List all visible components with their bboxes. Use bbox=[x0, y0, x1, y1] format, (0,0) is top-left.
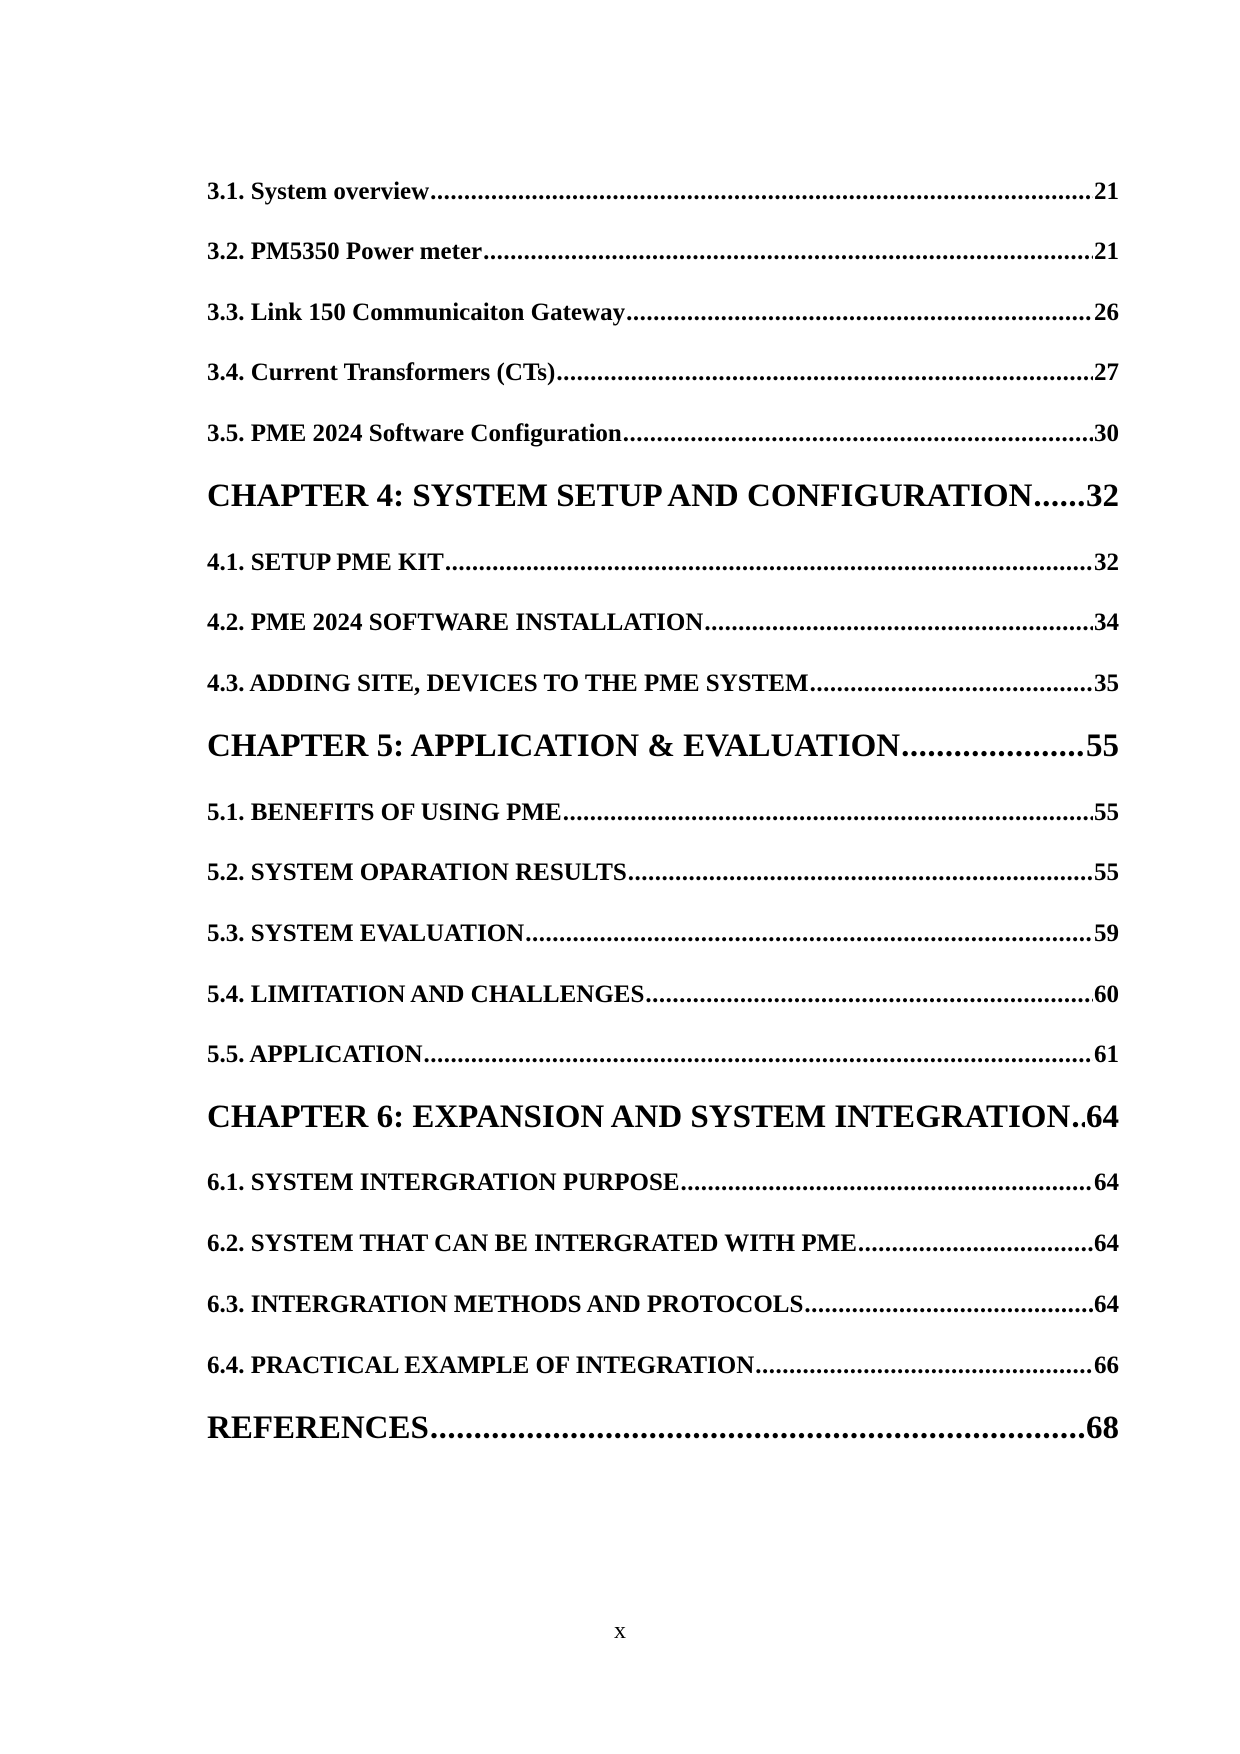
dot-leader bbox=[704, 609, 1093, 637]
toc-entry-title: 6.4. PRACTICAL EXAMPLE OF INTEGRATION bbox=[207, 1352, 755, 1379]
toc-entry-page: 32 bbox=[1094, 549, 1119, 576]
toc-entry-page: 26 bbox=[1094, 299, 1119, 326]
dot-leader bbox=[626, 299, 1093, 327]
toc-entry-5-2[interactable] bbox=[207, 859, 1119, 887]
dot-leader bbox=[445, 549, 1093, 577]
dot-leader bbox=[628, 859, 1093, 887]
page-number: x bbox=[614, 1618, 626, 1644]
toc-entry-title: 3.3. Link 150 Communicaiton Gateway bbox=[207, 299, 626, 326]
toc-entry-3-4[interactable] bbox=[207, 359, 1119, 387]
toc-entry-page: 34 bbox=[1094, 609, 1119, 636]
toc-entry-page: 64 bbox=[1094, 1230, 1119, 1257]
toc-entry-page: 64 bbox=[1086, 1099, 1119, 1135]
toc-entry-title: 5.2. SYSTEM OPARATION RESULTS bbox=[207, 859, 627, 886]
toc-entry-6-4[interactable] bbox=[207, 1352, 1119, 1380]
toc-entry-4-2[interactable] bbox=[207, 609, 1119, 637]
toc-entry-title: 6.2. SYSTEM THAT CAN BE INTERGRATED WITH PME bbox=[207, 1230, 857, 1257]
dot-leader bbox=[755, 1352, 1093, 1380]
toc-entry-title: 4.3. ADDING SITE, DEVICES TO THE PME SYSTEM bbox=[207, 670, 809, 697]
toc-entry-page: 27 bbox=[1094, 359, 1119, 386]
dot-leader bbox=[1071, 1099, 1085, 1136]
toc-entry-title: CHAPTER 5: APPLICATION & EVALUATION bbox=[207, 728, 901, 764]
toc-entry-3-2[interactable] bbox=[207, 238, 1119, 266]
toc-entry-5-3[interactable] bbox=[207, 920, 1119, 948]
toc-entry-3-5[interactable] bbox=[207, 420, 1119, 448]
toc-entry-page: 59 bbox=[1094, 920, 1119, 947]
toc-entry-page: 21 bbox=[1094, 238, 1119, 265]
dot-leader bbox=[681, 1169, 1093, 1197]
toc-entry-6-3[interactable] bbox=[207, 1291, 1119, 1319]
toc-entry-page: 32 bbox=[1086, 478, 1119, 514]
dot-leader bbox=[623, 420, 1093, 448]
toc-entry-page: 60 bbox=[1094, 981, 1119, 1008]
dot-leader bbox=[430, 178, 1093, 206]
toc-entry-page: 30 bbox=[1094, 420, 1119, 447]
toc-entry-title: 5.1. BENEFITS OF USING PME bbox=[207, 799, 562, 826]
toc-entry-page: 66 bbox=[1094, 1352, 1119, 1379]
toc-entry-title: 4.2. PME 2024 SOFTWARE INSTALLATION bbox=[207, 609, 704, 636]
dot-leader bbox=[430, 1410, 1085, 1447]
dot-leader bbox=[556, 359, 1093, 387]
toc-entry-chapter-5[interactable] bbox=[207, 728, 1119, 765]
toc-entry-5-4[interactable] bbox=[207, 981, 1119, 1009]
toc-entry-page: 68 bbox=[1086, 1410, 1119, 1446]
toc-entry-page: 55 bbox=[1086, 728, 1119, 764]
toc-entry-chapter-6[interactable] bbox=[207, 1099, 1119, 1136]
toc-entry-5-5[interactable] bbox=[207, 1041, 1119, 1069]
dot-leader bbox=[525, 920, 1093, 948]
toc-entry-title: 6.3. INTERGRATION METHODS AND PROTOCOLS bbox=[207, 1291, 804, 1318]
toc-entry-page: 61 bbox=[1094, 1041, 1119, 1068]
toc-entry-6-2[interactable] bbox=[207, 1230, 1119, 1258]
dot-leader bbox=[645, 981, 1093, 1009]
toc-entry-page: 55 bbox=[1094, 859, 1119, 886]
toc-entry-title: 3.5. PME 2024 Software Configuration bbox=[207, 420, 622, 447]
toc-entry-6-1[interactable] bbox=[207, 1169, 1119, 1197]
dot-leader bbox=[901, 728, 1085, 765]
toc-entry-page: 55 bbox=[1094, 799, 1119, 826]
toc-entry-title: REFERENCES bbox=[207, 1410, 429, 1446]
toc-entry-page: 64 bbox=[1094, 1291, 1119, 1318]
toc-entry-page: 21 bbox=[1094, 178, 1119, 205]
dot-leader bbox=[804, 1291, 1093, 1319]
dot-leader bbox=[810, 670, 1093, 698]
dot-leader bbox=[424, 1041, 1093, 1069]
toc-entry-title: 3.4. Current Transformers (CTs) bbox=[207, 359, 556, 386]
dot-leader bbox=[483, 238, 1093, 266]
toc-entry-references[interactable] bbox=[207, 1410, 1119, 1447]
toc-entry-4-1[interactable] bbox=[207, 549, 1119, 577]
toc-entry-chapter-4[interactable] bbox=[207, 478, 1119, 515]
toc-entry-page: 64 bbox=[1094, 1169, 1119, 1196]
toc-entry-4-3[interactable] bbox=[207, 670, 1119, 698]
toc-entry-5-1[interactable] bbox=[207, 799, 1119, 827]
toc-entry-title: 6.1. SYSTEM INTERGRATION PURPOSE bbox=[207, 1169, 680, 1196]
toc-entry-title: CHAPTER 4: SYSTEM SETUP AND CONFIGURATION bbox=[207, 478, 1033, 514]
toc-entry-3-3[interactable] bbox=[207, 299, 1119, 327]
dot-leader bbox=[858, 1230, 1093, 1258]
toc-entry-title: CHAPTER 6: EXPANSION AND SYSTEM INTEGRATION bbox=[207, 1099, 1071, 1135]
toc-entry-title: 4.1. SETUP PME KIT bbox=[207, 549, 444, 576]
toc-entry-title: 5.3. SYSTEM EVALUATION bbox=[207, 920, 525, 947]
toc-entry-3-1[interactable] bbox=[207, 178, 1119, 206]
toc-entry-title: 3.2. PM5350 Power meter bbox=[207, 238, 483, 265]
toc-entry-title: 5.4. LIMITATION AND CHALLENGES bbox=[207, 981, 645, 1008]
dot-leader bbox=[1033, 478, 1085, 515]
toc-entry-title: 3.1. System overview bbox=[207, 178, 430, 205]
dot-leader bbox=[563, 799, 1093, 827]
toc-entry-title: 5.5. APPLICATION bbox=[207, 1041, 423, 1068]
toc-entry-page: 35 bbox=[1094, 670, 1119, 697]
